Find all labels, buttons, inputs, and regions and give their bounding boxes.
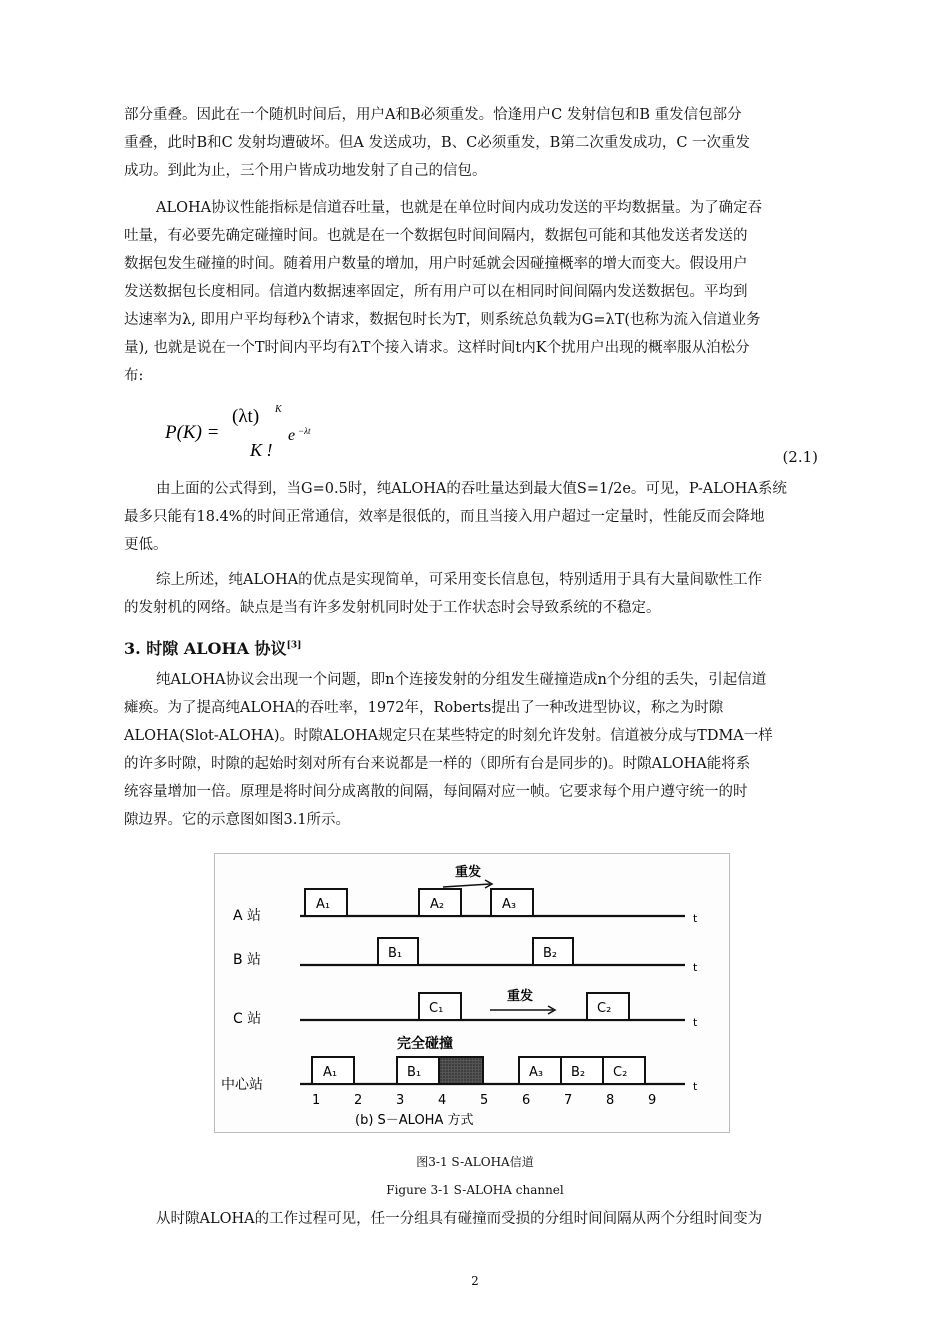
heading-citation: [3] (286, 640, 302, 651)
packet-label: A₁ (316, 897, 331, 912)
text-line: 从时隙ALOHA的工作过程可见，任一分组具有碰撞而受损的分组时间间隔从两个分组时间变为 (156, 1211, 763, 1227)
packet-label: B₂ (543, 946, 558, 961)
packet-label: A₃ (529, 1065, 544, 1080)
paragraph-2 (124, 194, 846, 390)
text-line: 隙边界。它的示意图如图3.1所示。 (124, 812, 351, 828)
slot-number: 2 (354, 1093, 363, 1108)
poisson-formula (160, 398, 360, 466)
slot-number: 9 (648, 1093, 657, 1108)
text-line: 统容量增加一倍。原理是将时间分成离散的间隔，每间隔对应一帧。它要求每个用户遵守统一的时 (124, 784, 748, 800)
packet-label: B₁ (388, 946, 403, 961)
station-label-c: C 站 (233, 1011, 262, 1027)
equation-numerator: (λt) (232, 406, 260, 427)
packet-label: B₂ (571, 1065, 586, 1080)
packet-label: C₂ (613, 1065, 628, 1080)
axis-label-t: t (693, 1016, 698, 1029)
paragraph-3 (124, 475, 846, 559)
s-aloha-diagram (214, 853, 730, 1133)
text-line: 更低。 (124, 537, 168, 553)
packet-label: A₃ (502, 897, 517, 912)
paragraph-1 (124, 101, 846, 185)
text-line: 最多只能有18.4%的时间正常通信，效率是很低的，而且当接入用户超过一定量时，性能反而会降地 (124, 509, 765, 525)
equation-exponential: e (288, 427, 296, 444)
equation-number: (2.1) (782, 448, 818, 466)
text-line: 量), 也就是说在一个T时间内平均有λT个接入请求。这样时间t内K个扰用户出现的概率服从泊松分 (124, 340, 750, 356)
axis-label-t: t (693, 912, 698, 925)
slot-number: 4 (438, 1093, 447, 1108)
packet-label: A₁ (323, 1065, 338, 1080)
text-line: 部分重叠。因此在一个随机时间后，用户A和B必须重发。恰逢用户C 发射信包和B 重发信包部分 (124, 107, 742, 123)
slot-number: 3 (396, 1093, 405, 1108)
text-line: 瘫痪。为了提高纯ALOHA的吞吐率，1972年，Roberts提出了一种改进型协议，称之为时隙 (124, 700, 724, 716)
paragraph-6 (124, 1205, 846, 1233)
retransmit-arrow-a (443, 884, 490, 887)
text-line: 综上所述，纯ALOHA的优点是实现简单，可采用变长信息包，特别适用于具有大量间歇性工作 (156, 572, 763, 588)
text-line: 的发射机的网络。缺点是当有许多发射机同时处于工作状态时会导致系统的不稳定。 (124, 600, 661, 616)
text-line: ALOHA(Slot-ALOHA)。时隙ALOHA规定只在某些特定的时刻允许发射。信道被分成与TDMA一样 (124, 728, 773, 744)
equation-lhs: P(K) = (165, 422, 220, 443)
text-line: 达速率为λ, 即用户平均每秒λ个请求，数据包时长为T，则系统总负载为G=λT(也称为流入信道业务 (124, 312, 761, 328)
s-aloha-diagram-svg (215, 854, 729, 1132)
paragraph-4 (124, 566, 846, 622)
packet-label: B₁ (407, 1065, 422, 1080)
text-line: 的许多时隙，时隙的起始时刻对所有台来说都是一样的（即所有台是同步的)。时隙ALOHA能将系 (124, 756, 751, 772)
collision-label: 完全碰撞 (397, 1036, 453, 1052)
station-label-center: 中心站 (221, 1077, 263, 1093)
retransmit-label-a: 重发 (455, 865, 482, 880)
packet-label: A₂ (430, 897, 445, 912)
text-line: 发送数据包长度相同。信道内数据速率固定，所有用户可以在相同时间间隔内发送数据包。平均到 (124, 284, 748, 300)
page-number: 2 (471, 1274, 479, 1288)
paragraph-5 (124, 666, 846, 834)
text-line: 布: (124, 368, 144, 384)
text-line: 由上面的公式得到，当G=0.5时，纯ALOHA的吞吐量达到最大值S=1/2e。可见，P-ALOHA系统 (156, 481, 787, 497)
equation-denominator: K ! (250, 440, 273, 460)
text-line: 重叠，此时B和C 发射均遭破坏。但A 发送成功，B、C必须重发，B第二次重发成功，C 一次重发 (124, 135, 751, 151)
retransmit-label-c: 重发 (507, 989, 534, 1004)
text-line: 吐量，有必要先确定碰撞时间。也就是在一个数据包时间间隔内，数据包可能和其他发送者发送的 (124, 228, 748, 244)
figure-caption-cn: 图3-1 S-ALOHA信道 (416, 1155, 534, 1169)
slot-number: 8 (606, 1093, 615, 1108)
text-line: ALOHA协议性能指标是信道吞吐量，也就是在单位时间内成功发送的平均数据量。为了确定吞 (156, 200, 763, 216)
text-line: 数据包发生碰撞的时间。随着用户数量的增加，用户时延就会因碰撞概率的增大而变大。假设用户 (124, 256, 748, 272)
slot-number: 1 (312, 1093, 321, 1108)
figure-caption-en: Figure 3-1 S-ALOHA channel (386, 1183, 564, 1197)
text-line: 成功。到此为止，三个用户皆成功地发射了自己的信包。 (124, 163, 487, 179)
section-heading (124, 636, 301, 659)
collision-block (439, 1057, 483, 1084)
figure-subtitle: (b) S－ALOHA 方式 (355, 1113, 474, 1128)
axis-label-t: t (693, 961, 698, 974)
equation-numerator-exponent: K (275, 404, 282, 415)
slot-number: 5 (480, 1093, 489, 1108)
packet-label: C₁ (429, 1001, 444, 1016)
slot-number: 7 (564, 1093, 573, 1108)
axis-label-t: t (693, 1080, 698, 1093)
equation-exponential-exponent: −λt (298, 426, 311, 436)
station-label-a: A 站 (233, 908, 262, 924)
text-line: 纯ALOHA协议会出现一个问题，即n个连接发射的分组发生碰撞造成n个分组的丢失，引起信道 (156, 672, 767, 688)
station-label-b: B 站 (233, 952, 262, 968)
slot-number: 6 (522, 1093, 531, 1108)
heading-text: 3. 时隙 ALOHA 协议 (124, 639, 287, 658)
equation-2-1 (160, 398, 850, 468)
packet-label: C₂ (597, 1001, 612, 1016)
